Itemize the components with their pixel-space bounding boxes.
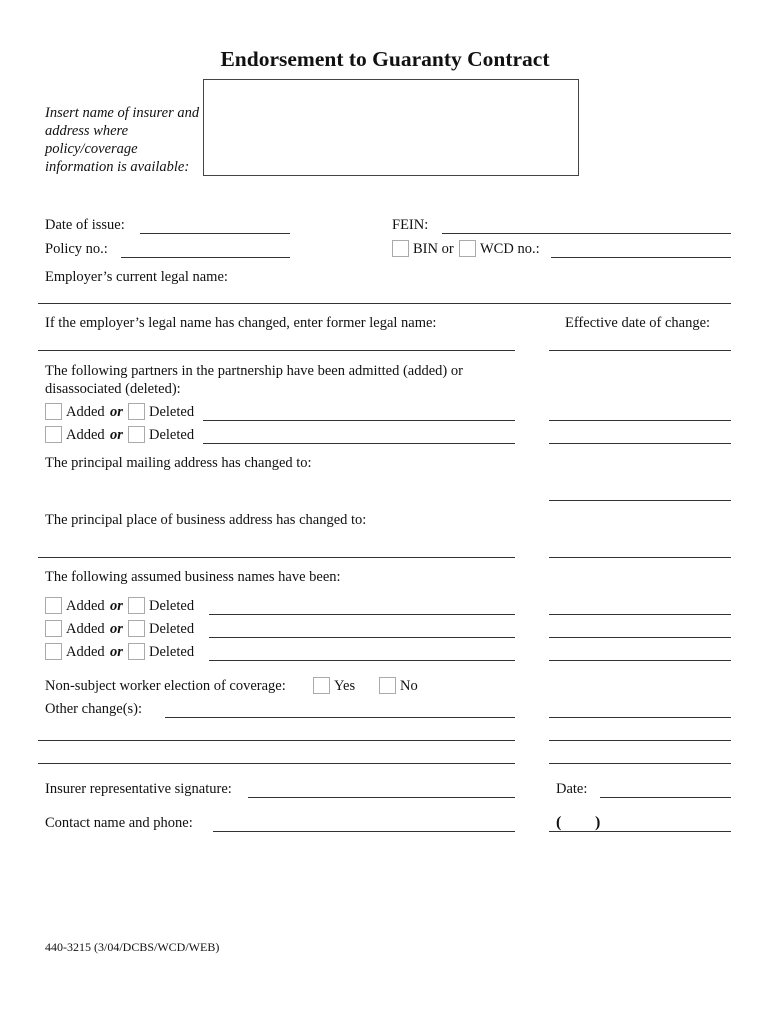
assumed-3-added-checkbox[interactable] xyxy=(45,643,62,660)
signature-label: Insurer representative signature: xyxy=(45,781,232,797)
assumed-1-deleted-checkbox[interactable] xyxy=(128,597,145,614)
contact-label: Contact name and phone: xyxy=(45,815,193,831)
assumed-names-label: The following assumed business names have been: xyxy=(45,569,341,585)
assumed-1-date-field[interactable] xyxy=(549,614,731,615)
phone-open-paren: ( xyxy=(556,814,562,831)
partner-2-added-checkbox[interactable] xyxy=(45,426,62,443)
fein-field[interactable] xyxy=(442,233,731,234)
assumed-3-name-field[interactable] xyxy=(209,660,515,661)
other-changes-field-3[interactable] xyxy=(38,763,515,764)
policy-no-field[interactable] xyxy=(121,257,290,258)
former-legal-name-label: If the employer’s legal name has changed, enter former legal name: xyxy=(45,315,437,331)
signature-date-label: Date: xyxy=(556,781,588,797)
policy-no-label: Policy no.: xyxy=(45,241,108,257)
partner-1-added-checkbox[interactable] xyxy=(45,403,62,420)
other-changes-label: Other change(s): xyxy=(45,701,143,717)
partner-1-deleted-label: Deleted xyxy=(149,404,195,420)
assumed-2-deleted-checkbox[interactable] xyxy=(128,620,145,637)
form-title: Endorsement to Guaranty Contract xyxy=(220,47,550,71)
fein-label: FEIN: xyxy=(392,217,429,233)
current-legal-name-field[interactable] xyxy=(38,303,731,304)
assumed-3-deleted-label: Deleted xyxy=(149,644,195,660)
assumed-1-added-label: Added xyxy=(66,598,105,614)
partner-2-added-label: Added xyxy=(66,427,105,443)
phone-close-paren: ) xyxy=(595,814,601,831)
wcd-checkbox[interactable] xyxy=(459,240,476,257)
assumed-1-name-field[interactable] xyxy=(209,614,515,615)
assumed-1-deleted-label: Deleted xyxy=(149,598,195,614)
signature-field[interactable] xyxy=(248,797,515,798)
form-number-footer: 440-3215 (3/04/DCBS/WCD/WEB) xyxy=(45,940,220,954)
nonsubject-no-label: No xyxy=(400,678,418,694)
wcd-no-label: WCD no.: xyxy=(480,241,540,257)
nonsubject-no-checkbox[interactable] xyxy=(379,677,396,694)
assumed-3-deleted-checkbox[interactable] xyxy=(128,643,145,660)
partner-2-deleted-label: Deleted xyxy=(149,427,195,443)
assumed-3-or-label: or xyxy=(110,644,123,660)
business-address-label: The principal place of business address has changed to: xyxy=(45,512,367,528)
partner-2-date-field[interactable] xyxy=(549,443,731,444)
contact-phone-field[interactable] xyxy=(549,831,731,832)
other-changes-field-2[interactable] xyxy=(38,740,515,741)
current-legal-name-label: Employer’s current legal name: xyxy=(45,269,228,285)
other-changes-date-field-3[interactable] xyxy=(549,763,731,764)
assumed-2-name-field[interactable] xyxy=(209,637,515,638)
bin-checkbox[interactable] xyxy=(392,240,409,257)
date-of-issue-label: Date of issue: xyxy=(45,217,125,233)
former-name-effective-date-field[interactable] xyxy=(549,350,731,351)
contact-name-field[interactable] xyxy=(213,831,515,832)
partner-2-or-label: or xyxy=(110,427,123,443)
bin-wcd-no-field[interactable] xyxy=(551,257,731,258)
signature-date-field[interactable] xyxy=(600,797,731,798)
assumed-3-added-label: Added xyxy=(66,644,105,660)
insurer-address-box[interactable] xyxy=(203,79,579,176)
partners-label: The following partners in the partnership have been admitted (added) or disassociated (deleted): xyxy=(45,363,463,397)
bin-or-label: BIN or xyxy=(413,241,454,257)
nonsubject-yes-label: Yes xyxy=(334,678,356,694)
assumed-2-added-checkbox[interactable] xyxy=(45,620,62,637)
business-address-field[interactable] xyxy=(38,557,515,558)
other-changes-date-field-2[interactable] xyxy=(549,740,731,741)
assumed-2-or-label: or xyxy=(110,621,123,637)
assumed-2-deleted-label: Deleted xyxy=(149,621,195,637)
partner-1-or-label: or xyxy=(110,404,123,420)
former-legal-name-field[interactable] xyxy=(38,350,515,351)
nonsubject-label: Non-subject worker election of coverage: xyxy=(45,678,286,694)
partner-2-name-field[interactable] xyxy=(203,443,515,444)
date-of-issue-field[interactable] xyxy=(140,233,290,234)
partner-1-deleted-checkbox[interactable] xyxy=(128,403,145,420)
assumed-1-added-checkbox[interactable] xyxy=(45,597,62,614)
partner-1-date-field[interactable] xyxy=(549,420,731,421)
assumed-3-date-field[interactable] xyxy=(549,660,731,661)
mailing-address-date-field[interactable] xyxy=(549,500,731,501)
other-changes-field-1[interactable] xyxy=(165,717,515,718)
assumed-2-date-field[interactable] xyxy=(549,637,731,638)
assumed-1-or-label: or xyxy=(110,598,123,614)
effective-date-label: Effective date of change: xyxy=(565,315,711,331)
partner-1-name-field[interactable] xyxy=(203,420,515,421)
partner-2-deleted-checkbox[interactable] xyxy=(128,426,145,443)
partner-1-added-label: Added xyxy=(66,404,105,420)
mailing-address-label: The principal mailing address has changed to: xyxy=(45,455,312,471)
insurer-prompt: Insert name of insurer and address where policy/coverage information is available: xyxy=(45,105,200,175)
other-changes-date-field-1[interactable] xyxy=(549,717,731,718)
nonsubject-yes-checkbox[interactable] xyxy=(313,677,330,694)
assumed-2-added-label: Added xyxy=(66,621,105,637)
business-address-date-field[interactable] xyxy=(549,557,731,558)
